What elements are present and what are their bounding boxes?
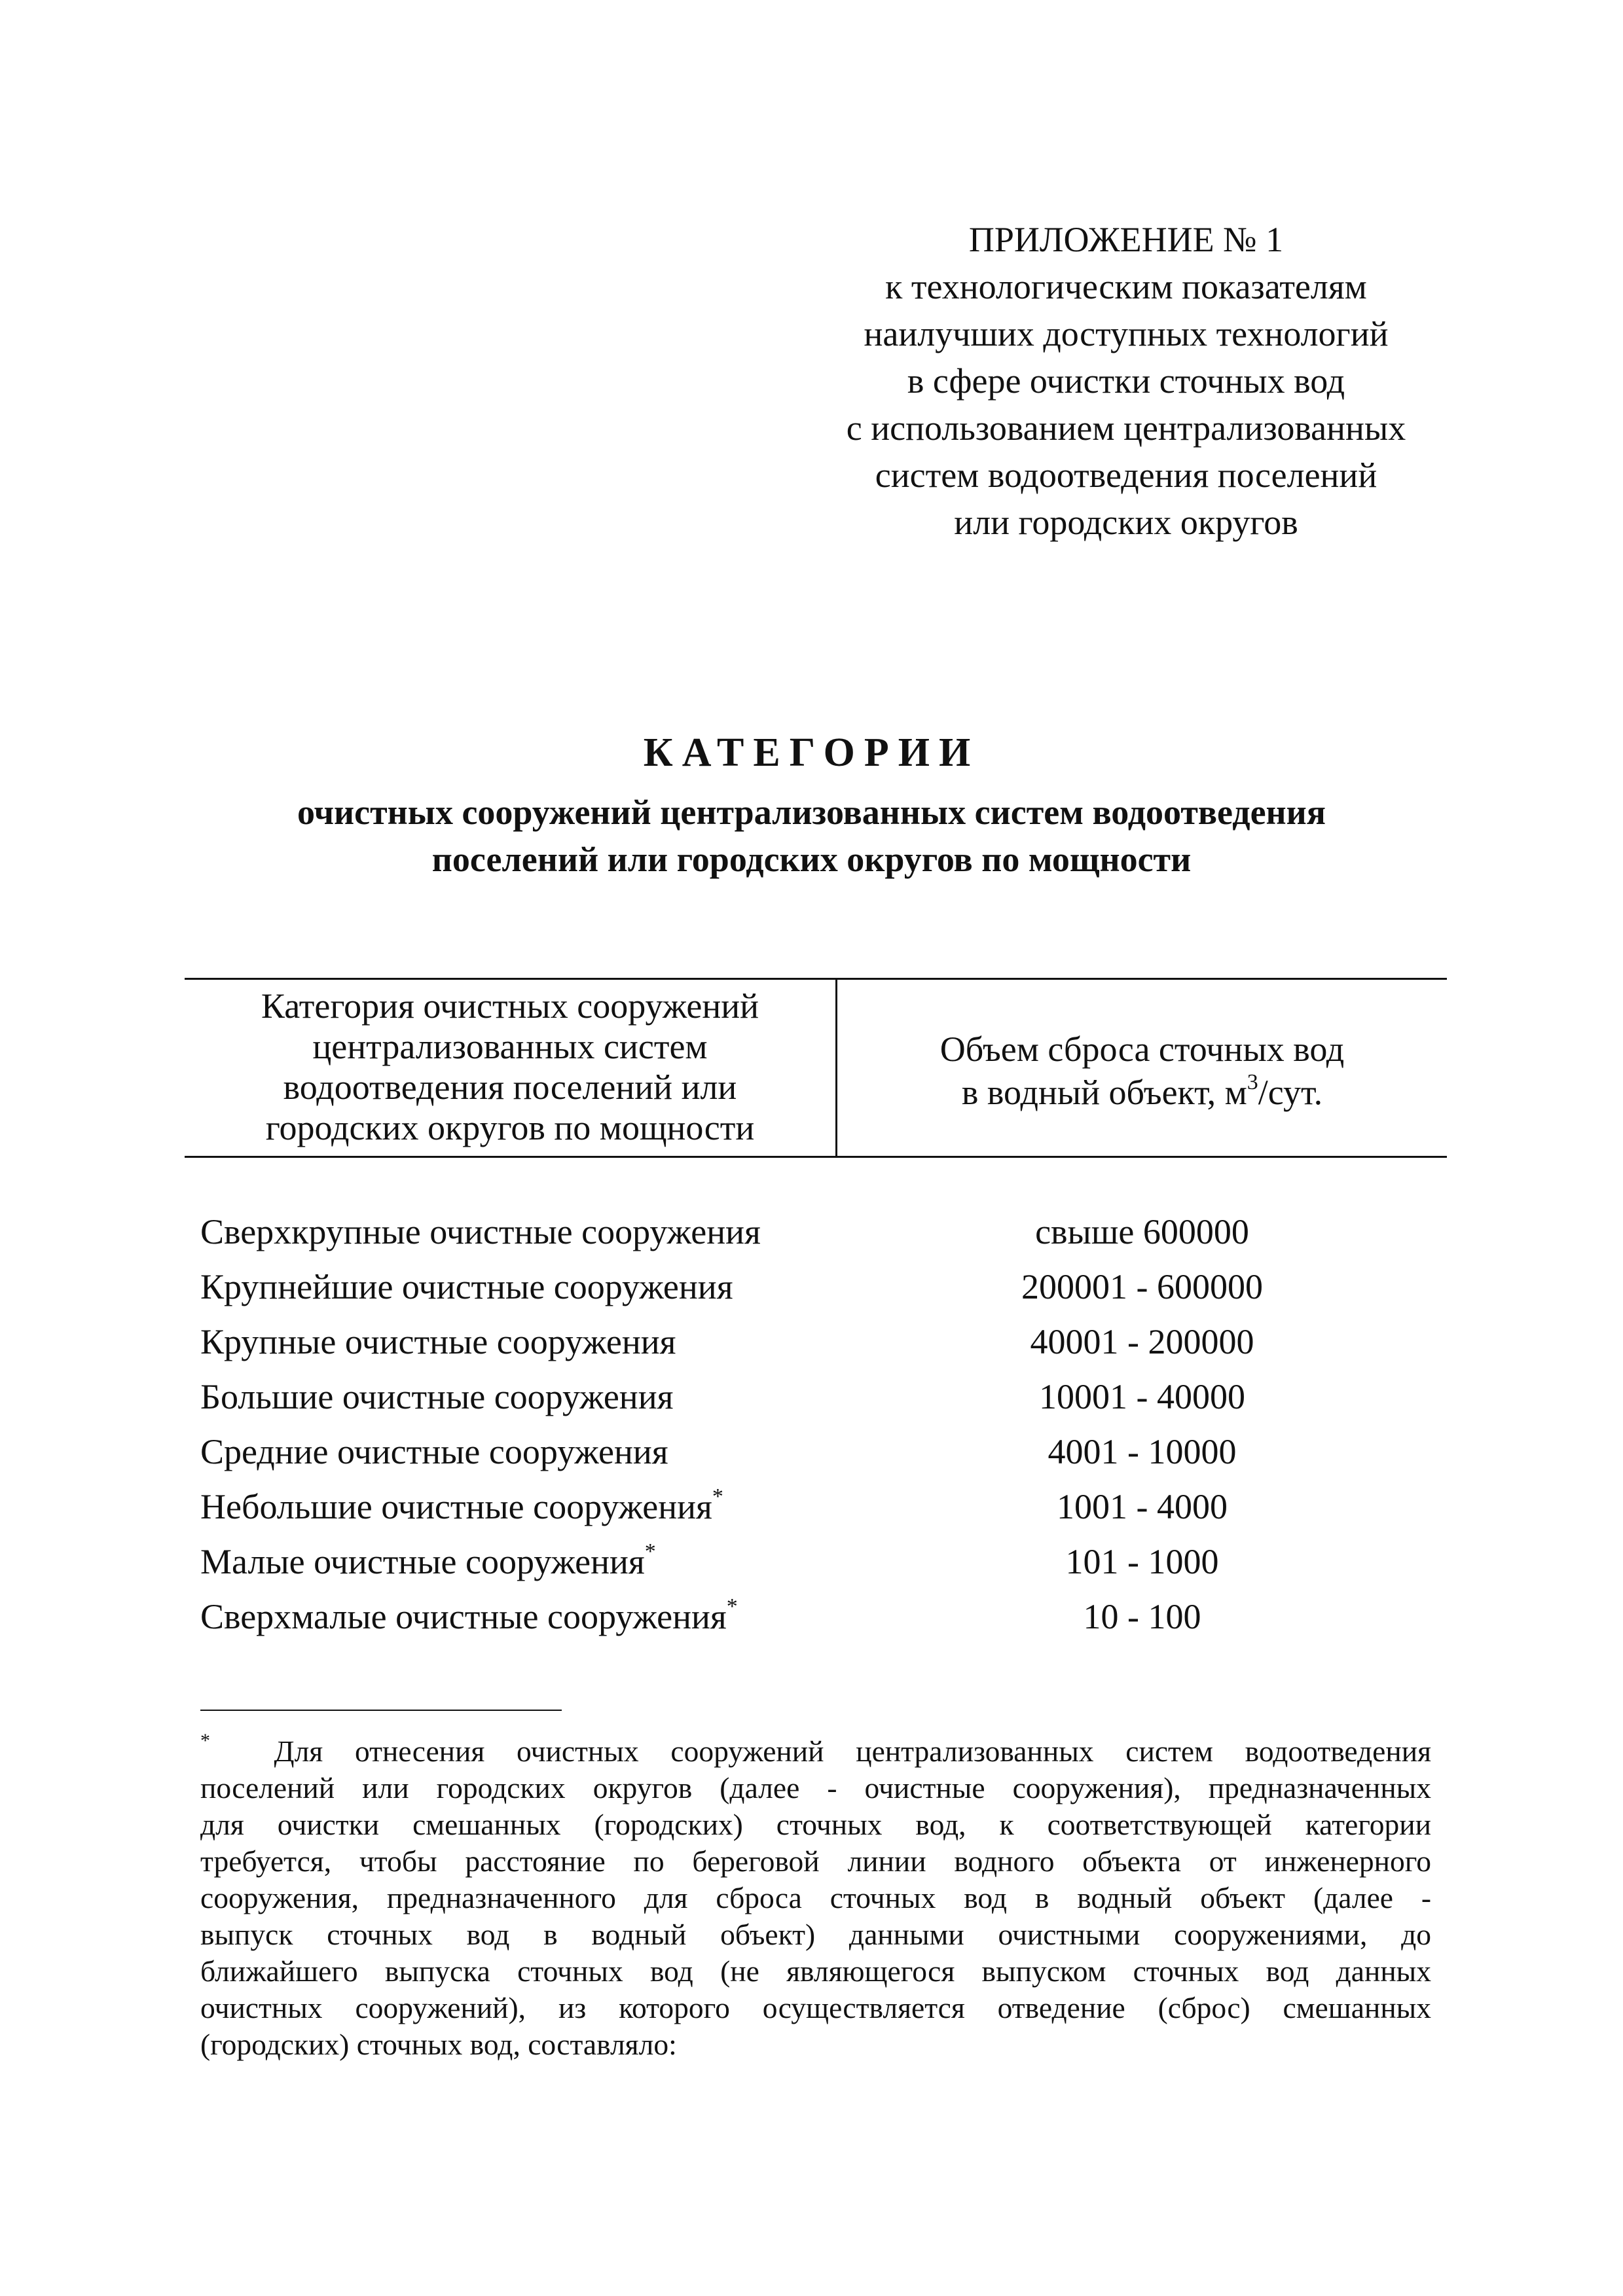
footnote-mark: *	[712, 1484, 723, 1509]
footnote-line: ближайшего выпуска сточных вод (не являющегося выпуском сточных вод данных	[200, 1954, 1431, 1988]
footnote-line: требуется, чтобы расстояние по береговой линии водного объекта от инженерного	[200, 1844, 1431, 1878]
category-name: Малые очистные сооружения*	[200, 1539, 656, 1581]
document-title: КАТЕГОРИИ	[643, 730, 980, 775]
volume-value: 200001 - 600000	[1021, 1267, 1263, 1306]
category-name: Большие очистные сооружения	[200, 1377, 674, 1416]
table-row	[0, 1369, 1623, 1424]
table-row	[0, 1314, 1623, 1369]
footnote-separator	[200, 1710, 562, 1711]
table-header-category	[185, 986, 835, 1148]
volume-value: 10001 - 40000	[1039, 1377, 1245, 1416]
table-row	[0, 1479, 1623, 1534]
footnote-line: * Для отнесения очистных сооружений централизованных систем водоотведения	[200, 1729, 1431, 1768]
footnote-line: для очистки смешанных (городских) сточных вод, к соответствующей категории	[200, 1808, 1431, 1841]
category-name: Небольшие очистные сооружения*	[200, 1484, 723, 1526]
footnote-line: очистных сооружений), из которого осуществляется отведение (сброс) смешанных	[200, 1991, 1431, 2024]
header-unit-suffix: /сут.	[1258, 1073, 1323, 1112]
footnote-line: поселений или городских округов (далее - очистные сооружения), предназначенных	[200, 1771, 1431, 1804]
volume-value: свыше 600000	[1035, 1212, 1249, 1251]
header-line: централизованных систем	[312, 1027, 708, 1066]
appendix-line: наилучших доступных технологий	[864, 314, 1389, 353]
appendix-line: в сфере очистки сточных вод	[907, 361, 1345, 401]
header-line	[837, 1071, 1447, 1114]
category-name: Сверхмалые очистные сооружения*	[200, 1594, 738, 1636]
table-header-volume	[837, 1028, 1447, 1114]
document-subtitle	[0, 789, 1623, 883]
table-row	[0, 1259, 1623, 1314]
footnote-mark: *	[200, 1729, 210, 1751]
volume-value: 4001 - 10000	[1048, 1432, 1237, 1471]
volume-value: 101 - 1000	[1065, 1542, 1219, 1581]
header-line: городских округов по мощности	[265, 1108, 755, 1147]
table-row	[0, 1589, 1623, 1644]
category-name: Сверхкрупные очистные сооружения	[200, 1212, 761, 1251]
footnote-mark: *	[726, 1594, 738, 1619]
footnote	[200, 1729, 1431, 2063]
footnote-line: выпуск сточных вод в водный объект) данными очистными сооружениями, до	[200, 1918, 1431, 1951]
appendix-header	[773, 216, 1480, 546]
category-name: Крупные очистные сооружения	[200, 1322, 676, 1361]
appendix-line: систем водоотведения поселений	[875, 456, 1377, 495]
table-body	[0, 1204, 1623, 1644]
table-row	[0, 1534, 1623, 1589]
appendix-line: с использованием централизованных	[846, 408, 1406, 448]
footnote-mark: *	[644, 1539, 656, 1564]
volume-value: 40001 - 200000	[1030, 1322, 1254, 1361]
header-line: Объем сброса сточных вод	[939, 1030, 1345, 1069]
unit-exponent: 3	[1247, 1070, 1258, 1094]
volume-value: 1001 - 4000	[1057, 1487, 1228, 1526]
subtitle-line: поселений или городских округов по мощности	[431, 840, 1192, 879]
header-line: Категория очистных сооружений	[261, 986, 759, 1026]
header-unit-prefix: в водный объект, м	[961, 1073, 1247, 1112]
category-name: Крупнейшие очистные сооружения	[200, 1267, 733, 1306]
table-header-rule	[185, 1156, 1447, 1158]
category-name: Средние очистные сооружения	[200, 1432, 668, 1471]
header-line: водоотведения поселений или	[283, 1067, 737, 1107]
footnote-line: сооружения, предназначенного для сброса сточных вод в водный объект (далее -	[200, 1881, 1431, 1914]
appendix-line: к технологическим показателям	[885, 267, 1367, 306]
volume-value: 10 - 100	[1083, 1597, 1201, 1636]
appendix-title: ПРИЛОЖЕНИЕ № 1	[968, 220, 1284, 259]
table-top-rule	[185, 978, 1447, 980]
footnote-line: (городских) сточных вод, составляло:	[200, 2028, 677, 2061]
subtitle-line: очистных сооружений централизованных систем водоотведения	[297, 793, 1326, 832]
table-row	[0, 1424, 1623, 1479]
appendix-line: или городских округов	[954, 503, 1298, 542]
table-row	[0, 1204, 1623, 1259]
